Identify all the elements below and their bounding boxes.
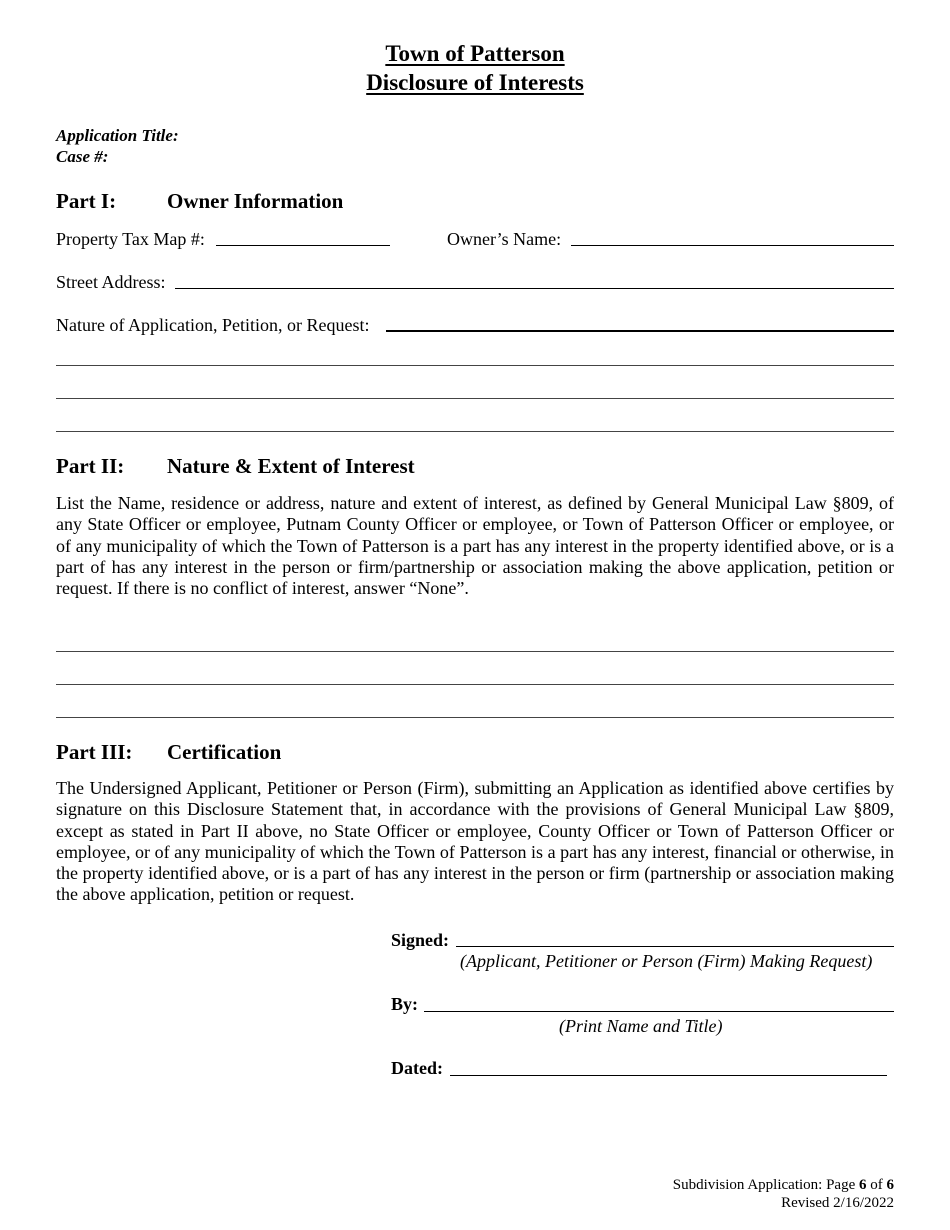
case-number-label: Case #: [56, 147, 109, 166]
part1-heading [56, 188, 344, 214]
dated-label: Dated: [391, 1058, 443, 1078]
date-field[interactable] [450, 1075, 887, 1076]
part1-number: Part I: [56, 189, 117, 213]
interest-blank-line[interactable] [56, 684, 894, 685]
part2-title: Nature & Extent of Interest [167, 454, 415, 478]
interest-blank-line[interactable] [56, 651, 894, 652]
page-title: Town of Patterson [385, 41, 565, 66]
signature-field[interactable] [456, 946, 894, 947]
footer-page-prefix: Subdivision Application: Page [672, 1177, 859, 1193]
signed-label: Signed: [391, 930, 450, 950]
part3-heading [56, 739, 282, 765]
interest-blank-line[interactable] [56, 717, 894, 718]
footer-page-total: 6 [886, 1177, 894, 1193]
part2-heading [56, 453, 415, 479]
part3-number: Part III: [56, 740, 133, 764]
by-caption: (Print Name and Title) [559, 1016, 723, 1036]
owner-name-field[interactable] [571, 245, 894, 246]
tax-map-label: Property Tax Map #: [56, 229, 205, 249]
part3-title: Certification [167, 740, 282, 764]
part1-title: Owner Information [167, 189, 344, 213]
nature-blank-line[interactable] [56, 431, 894, 432]
signed-caption: (Applicant, Petitioner or Person (Firm) Making Request) [460, 951, 873, 971]
by-label: By: [391, 994, 418, 1014]
page-subtitle: Disclosure of Interests [366, 70, 584, 95]
nature-field[interactable] [386, 330, 894, 332]
street-address-field[interactable] [175, 288, 894, 289]
nature-label: Nature of Application, Petition, or Request: [56, 315, 370, 335]
owner-name-label: Owner’s Name: [447, 229, 562, 249]
application-title-label: Application Title: [56, 126, 179, 145]
nature-blank-line[interactable] [56, 398, 894, 399]
page-footer [673, 1176, 894, 1194]
tax-map-field[interactable] [216, 245, 390, 246]
print-name-field[interactable] [424, 1011, 894, 1012]
part2-number: Part II: [56, 454, 125, 478]
footer-page-current: 6 [859, 1177, 867, 1193]
certification-text: The Undersigned Applicant, Petitioner or Person (Firm), submitting an Application as identified above certifies by signature on this Disclosure Statement that, in accordance with the provisions of General Municipal Law §809, except as stated in Part II above, no State Officer or employee, County Officer or Town of Patterson Officer or employee, or of any municipality of which the Town of Patterson is a part has any interest, financial or otherwise, in the property identified above, or is a part of has any interest in the person or firm (partnership or association making the above application, petition or request. [56, 778, 894, 905]
nature-blank-line[interactable] [56, 365, 894, 366]
footer-page-of: of [866, 1177, 887, 1193]
part2-instructions: List the Name, residence or address, nature and extent of interest, as defined by General Municipal Law §809, of any State Officer or employee, Putnam County Officer or employee, or Town of Patterson Officer or employee, or of any municipality of which the Town of Patterson is a part has any interest in the property identified above, or is a part of has any interest in the person or firm/partnership or association making the above application, petition or request. If there is no conflict of interest, answer “None”. [56, 493, 894, 599]
street-address-label: Street Address: [56, 272, 166, 292]
footer-revised: Revised 2/16/2022 [781, 1195, 894, 1211]
